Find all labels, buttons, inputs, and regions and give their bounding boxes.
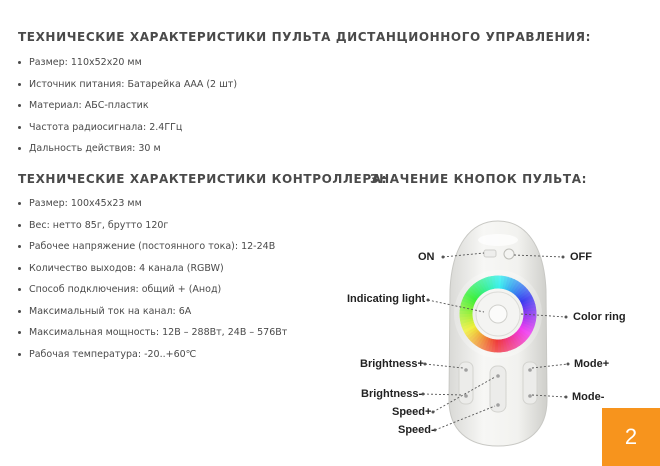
brightness-plus-dot bbox=[464, 368, 468, 372]
list-item: Размер: 100x45x23 мм bbox=[18, 197, 287, 219]
remote-specs-heading: ТЕХНИЧЕСКИЕ ХАРАКТЕРИСТИКИ ПУЛЬТА ДИСТАНЦИОННОГО УПРАВЛЕНИЯ: bbox=[18, 30, 591, 44]
color-ring-label: Color ring bbox=[573, 311, 626, 323]
controller-specs-heading: ТЕХНИЧЕСКИЕ ХАРАКТЕРИСТИКИ КОНТРОЛЛЕРА: bbox=[18, 172, 388, 186]
list-item: Частота радиосигнала: 2.4ГГц bbox=[18, 121, 237, 143]
indicating-light-label: Indicating light bbox=[347, 293, 426, 305]
off-button[interactable] bbox=[504, 249, 514, 259]
mode-minus-label: Mode- bbox=[572, 391, 605, 403]
off-label: OFF bbox=[570, 251, 592, 263]
speed-minus-label: Speed- bbox=[398, 424, 435, 436]
brightness-minus-label: Brightness- bbox=[361, 388, 423, 400]
speed-plus-dot bbox=[496, 374, 500, 378]
buttons-section-heading: ЗНАЧЕНИЕ КНОПОК ПУЛЬТА: bbox=[370, 172, 587, 186]
list-item: Дальность действия: 30 м bbox=[18, 142, 237, 164]
ring-shade bbox=[454, 270, 542, 358]
list-item: Материал: АБС-пластик bbox=[18, 99, 237, 121]
list-item: Вес: нетто 85г, брутто 120г bbox=[18, 219, 287, 241]
list-item: Рабочая температура: -20..+60℃ bbox=[18, 348, 287, 370]
brightness-minus-dot bbox=[464, 394, 468, 398]
list-item: Максимальный ток на канал: 6А bbox=[18, 305, 287, 327]
list-item: Способ подключения: общий + (Анод) bbox=[18, 283, 287, 305]
list-item: Количество выходов: 4 канала (RGBW) bbox=[18, 262, 287, 284]
list-item: Источник питания: Батарейка ААА (2 шт) bbox=[18, 78, 237, 100]
list-item: Рабочее напряжение (постоянного тока): 12-24В bbox=[18, 240, 287, 262]
mode-minus-dot bbox=[528, 394, 532, 398]
brightness-plus-label: Brightness+ bbox=[360, 358, 424, 370]
list-item: Размер: 110x52x20 мм bbox=[18, 56, 237, 78]
speed-minus-dot bbox=[496, 403, 500, 407]
page-number-badge: 2 bbox=[602, 408, 660, 466]
remote-sheen bbox=[478, 234, 518, 246]
mode-plus-dot bbox=[528, 368, 532, 372]
mode-plus-label: Mode+ bbox=[574, 358, 610, 370]
speed-plus-label: Speed+ bbox=[392, 406, 432, 418]
list-item: Максимальная мощность: 12В – 288Вт, 24В – 576Вт bbox=[18, 326, 287, 348]
on-label: ON bbox=[418, 251, 435, 263]
on-button[interactable] bbox=[484, 250, 496, 257]
